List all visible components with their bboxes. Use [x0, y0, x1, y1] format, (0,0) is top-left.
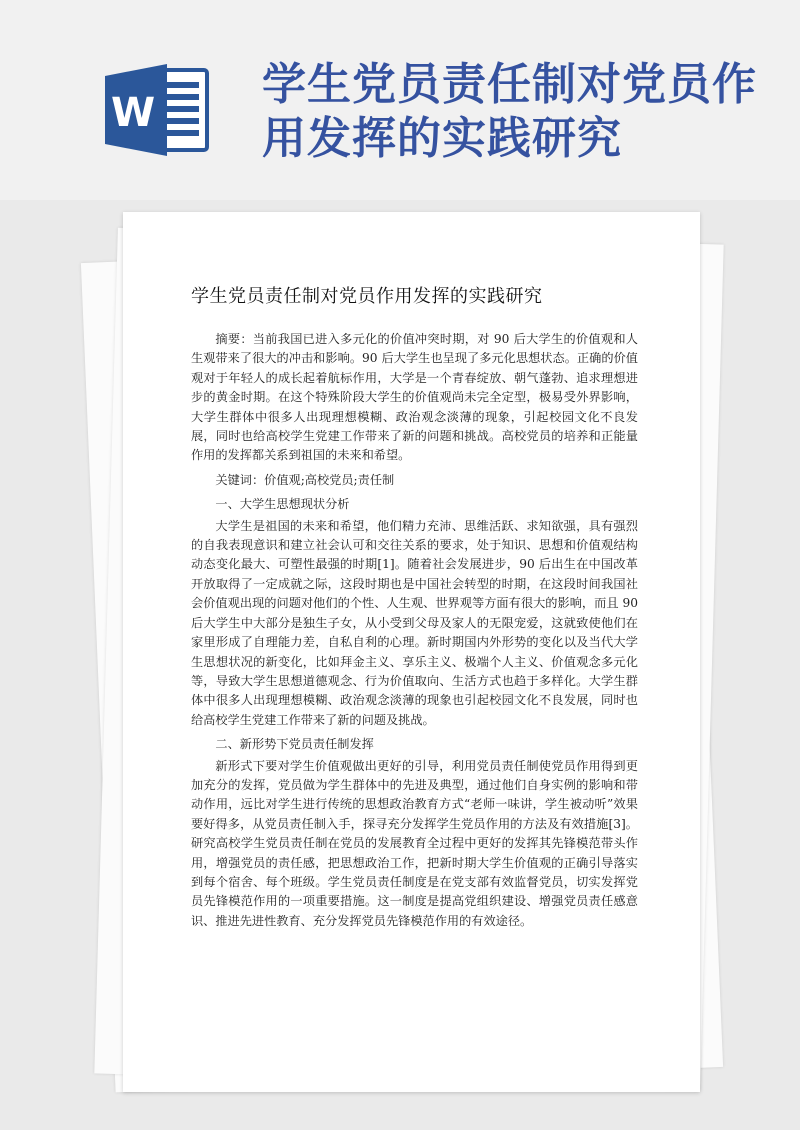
abstract-paragraph: 摘要：当前我国已进入多元化的价值冲突时期，对 90 后大学生的价值观和人生观带来了很大的冲击和影响。90 后大学生也呈现了多元化思想状态。正确的价值观对于年轻人的成长起着航标作用，大学是一个青春绽放、朝气蓬勃、追求理想进步的黄金时期。在这个特殊阶段大学生的价值观尚未完全定型，极易受外界影响，大学生群体中很多人出现理想模糊、政治观念淡薄的现象，引起校园文化不良发展，同时也给高校学生党建工作带来了新的问题和挑战。高校党员的培养和正能量作用的发挥都关系到祖国的未来和希望。: [191, 332, 638, 463]
document-title: 学生党员责任制对党员作用发挥的实践研究: [191, 286, 543, 307]
document-body: [191, 330, 638, 931]
banner: [0, 0, 800, 200]
keywords-line: 关键词：价值观;高校党员;责任制: [215, 472, 395, 487]
word-document-icon: [105, 62, 211, 158]
document-page: [123, 212, 700, 1092]
section-heading: 二、新形势下党员责任制发挥: [215, 737, 374, 752]
section-paragraph: 新形式下要对学生价值观做出更好的引导，利用党员责任制使党员作用得到更加充分的发挥，党员做为学生群体中的先进及典型，通过他们自身实例的影响和带动作用，远比对学生进行传统的思想政治教育方式“老师一味讲，学生被动听”效果要好得多，从党员责任制入手，探寻充分发挥学生党员作用的方法及有效措施[3]。研究高校学生党员责任制在党员的发展教育全过程中更好的发挥其先锋模范带头作用，增强党员的责任感，把思想政治工作，把新时期大学生价值观的正确引导落实到每个宿舍、每个班级。学生党员责任制度是在党支部有效监督党员，切实发挥党员先锋模范作用的一项重要措施。这一制度是提高党组织建设、增强党员责任感意识、推进先进性教育、充分发挥党员先锋模范作用的有效途径。: [191, 758, 638, 928]
section-heading: 一、大学生思想现状分析: [215, 497, 350, 512]
section-paragraph: 大学生是祖国的未来和希望，他们精力充沛、思维活跃、求知欲强，具有强烈的自我表现意识和建立社会认可和交往关系的要求，处于知识、思想和价值观结构动态变化最大、可塑性最强的时期[1]。随着社会发展进步，90 后出生在中国改革开放取得了一定成就之际，这段时期也是中国社会转型的时期，在这段时间我国社会价值观出现的问题对他们的个性、人生观、世界观等方面有很大的影响，而且 90 后大学生中大部分是独生子女，从小受到父母及家人的无限宠爱，这就致使他们在家里形成了自理能力差，自私自利的心理。新时期国内外形势的变化以及当代大学生思想状况的新变化，比如拜金主义、享乐主义、极端个人主义、价值观念多元化等，导致大学生思想道德观念、行为价值取向、生活方式也趋于多样化。大学生群体中很多人出现理想模糊、政治观念淡薄的现象也引起校园文化不良发展，同时也给高校学生党建工作带来了新的问题及挑战。: [191, 518, 638, 727]
word-icon-letter: W: [110, 90, 156, 136]
banner-title: 学生党员责任制对党员作用发挥的实践研究: [262, 59, 757, 164]
